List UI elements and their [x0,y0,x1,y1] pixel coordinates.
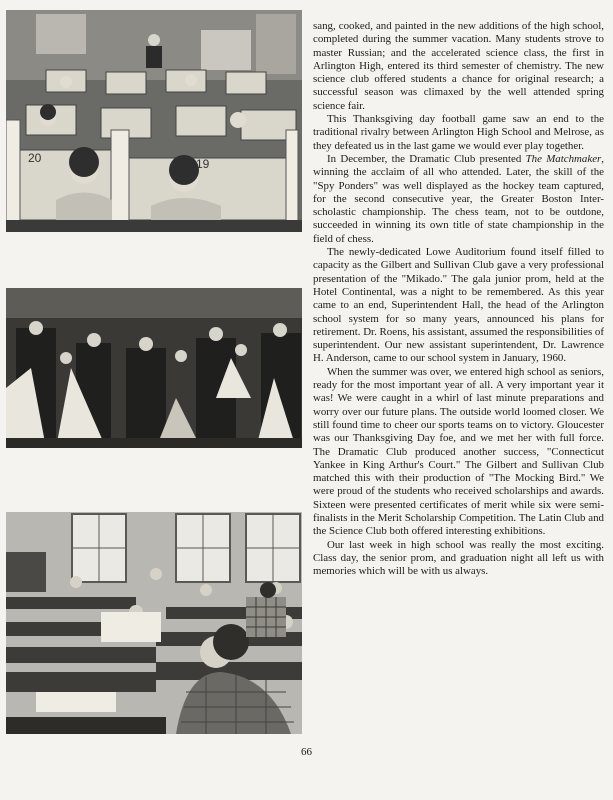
prom-dance-photo [6,288,302,448]
study-hall-photo [6,512,302,734]
page-number: 66 [301,746,312,758]
language-lab-photo [6,10,302,232]
booth-number-19: 19 [196,157,210,171]
paragraph-3 [313,153,604,246]
paragraph-6: Our last week in high school was really the most exciting. Class day, the senior prom, and graduation night all left us with memories which will be with us always. [313,538,604,578]
paragraph-2: This Thanksgiving day football game saw an end to the traditional rivalry between Arlington High School and Melrose, as they defeated us in the last game we would ever play together. [313,113,604,152]
paragraph-1: sang, cooked, and painted in the new additions of the high school, completed during the summer vacation. Many students strove to master Russian; and the accelerated science class, the first in Arlington High, entered its third semester of chemistry. The new science club offered students a chance for original research; a successful season was climaxed by the well attended spring science fair. [313,20,604,112]
paragraph-5: When the summer was over, we entered high school as seniors, ready for the most important year of all. A very important year it was! We were caught in a whirl of last minute preparations and worry over our future plans. The outside world loomed closer. We still found time to cheer our sports teams on to victory. Gloucester was our Thanksgiving Day foe, and we met her with full force. The Dramatic Club produced another success, "Connecticut Yankee in King Arthur's Court." The Gilbert and Sullivan Club matched this with their production of "The Mocking Bird." We were proud of the students who received scholarships and awards. Sixteen were presented certificates of merit while six were semi-finalists in the Merit Scholarship Competition. The Latin Club and the Science Club both offered interesting exhibitions. [313,365,604,538]
paragraph-4: The newly-dedicated Lowe Auditorium found itself filled to capacity as the Gilbert and Sullivan Club gave a very professional presentation of the "Mikado." The gala junior prom, held at the Hotel Continental, was a night to be remembered. As this year came to an end, Superintendent Hall, the head of the Arlington school system for so many years, announced his plans for retirement. Dr. Roens, his assistant, assumed the responsibilities of superintendent. Our new assistant superintendent, Dr. Lawrence H. Anderson, came to our school system in January, 1960. [313,246,604,365]
paragraph-3-rest: , winning the acclaim of all who attended. Later, the skill of the "Spy Ponders" was well displayed as the hockey team captured, for the second consecutive year, the Greater Boston Inter-scholastic championship. The chess team, not to be outdone, succeeded in winning its own title of state championship in the field of chess. [313,152,604,245]
play-title: The Matchmaker [525,152,602,165]
article-text [313,20,604,578]
paragraph-3-lead: In December, the Dramatic Club presented [327,152,526,165]
booth-number-20: 20 [28,151,42,165]
